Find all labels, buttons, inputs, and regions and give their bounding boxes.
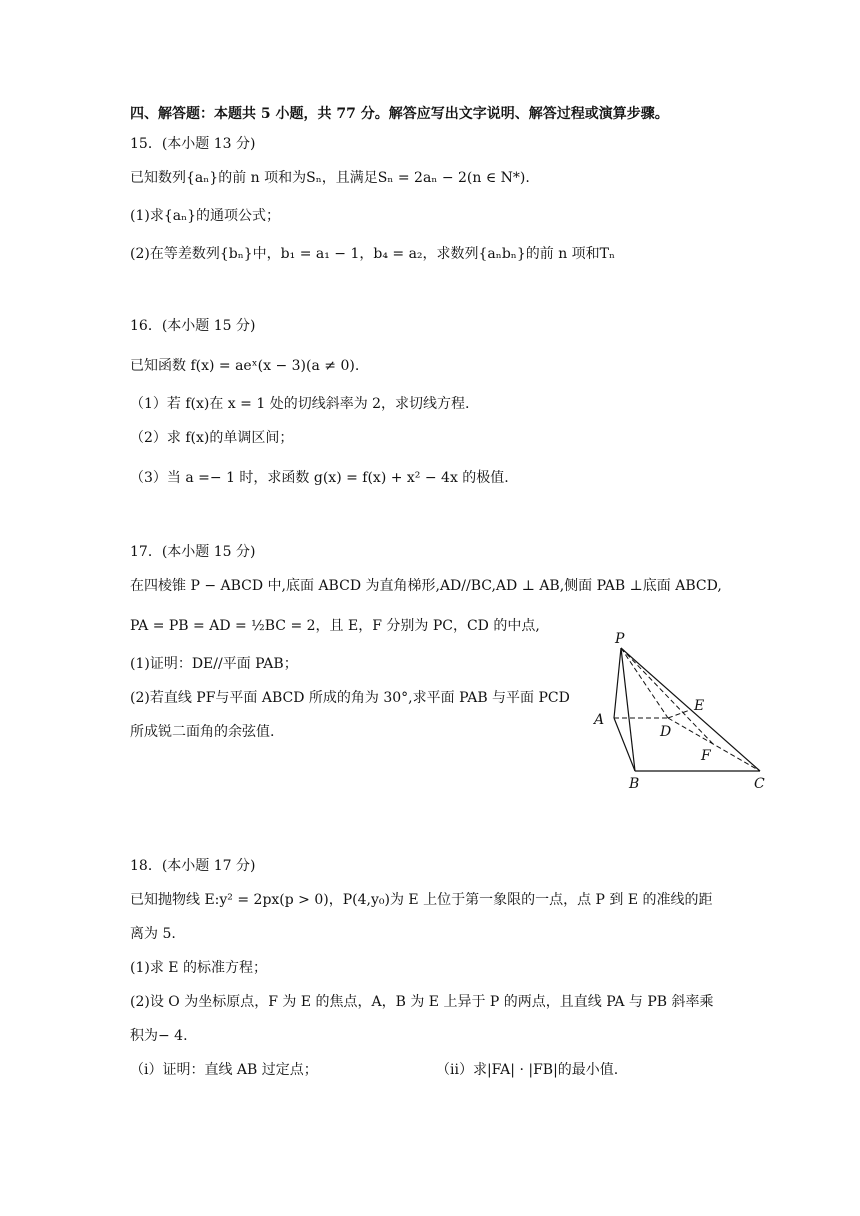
q18-part2-line1: (2)设 O 为坐标原点，F 为 E 的焦点，A，B 为 E 上异于 P 的两点，且直线 PA 与 PB 斜率乘 [130, 994, 714, 1010]
q18-stem-line1: 已知抛物线 E:y² = 2px(p > 0)，P(4,y₀)为 E 上位于第一象限的一点，点 P 到 E 的准线的距 [130, 892, 713, 908]
q15-part2: (2)在等差数列{bₙ}中，b₁ = a₁ − 1，b₄ = a₂，求数列{aₙbₙ}的前 n 项和Tₙ [130, 246, 616, 262]
q17-stem-line1: 在四棱锥 P − ABCD 中,底面 ABCD 为直角梯形,AD//BC,AD ⊥ AB,侧面 PAB ⊥底面 ABCD, [130, 578, 722, 594]
q18-sub-ii: （ii）求|FA| · |FB|的最小值. [436, 1062, 619, 1078]
q15-title: 15．(本小题 13 分) [130, 136, 256, 152]
pyramid-figure [588, 628, 788, 794]
label-F: F [701, 748, 711, 764]
q16-part2: （2）求 f(x)的单调区间； [130, 430, 294, 446]
q17-title: 17．(本小题 15 分) [130, 544, 256, 560]
q17-part1: (1)证明：DE//平面 PAB； [130, 656, 298, 672]
label-P: P [615, 631, 625, 647]
label-B: B [629, 776, 640, 792]
q16-title: 16．(本小题 15 分) [130, 318, 256, 334]
section-header: 四、解答题：本题共 5 小题，共 77 分。解答应写出文字说明、解答过程或演算步骤。 [130, 106, 669, 122]
q17-part2-cont: 所成锐二面角的余弦值. [130, 724, 275, 740]
label-C: C [754, 776, 765, 792]
label-E: E [694, 698, 705, 714]
q18-title: 18．(本小题 17 分) [130, 858, 256, 874]
label-D: D [660, 724, 672, 740]
q18-part1: (1)求 E 的标准方程； [130, 960, 267, 976]
q16-stem: 已知函数 f(x) = aeˣ(x − 3)(a ≠ 0). [130, 358, 360, 374]
q15-stem: 已知数列{aₙ}的前 n 项和为Sₙ，且满足Sₙ = 2aₙ − 2(n ∈ N*). [130, 170, 530, 186]
label-A: A [594, 712, 605, 728]
q18-stem-line2: 离为 5. [130, 926, 176, 942]
q17-stem-line2: PA = PB = AD = ½BC = 2，且 E，F 分别为 PC，CD 的中点, [130, 618, 540, 634]
q18-sub-i: （i）证明：直线 AB 过定点； [130, 1062, 318, 1078]
q16-part3: （3）当 a =− 1 时，求函数 g(x) = f(x) + x² − 4x 的极值. [130, 470, 509, 486]
q17-part2: (2)若直线 PF与平面 ABCD 所成的角为 30°,求平面 PAB 与平面 PCD [130, 690, 570, 706]
q15-part1: (1)求{aₙ}的通项公式； [130, 208, 281, 224]
q16-part1: （1）若 f(x)在 x = 1 处的切线斜率为 2，求切线方程. [130, 396, 470, 412]
q18-part2-line2: 积为− 4. [130, 1028, 188, 1044]
